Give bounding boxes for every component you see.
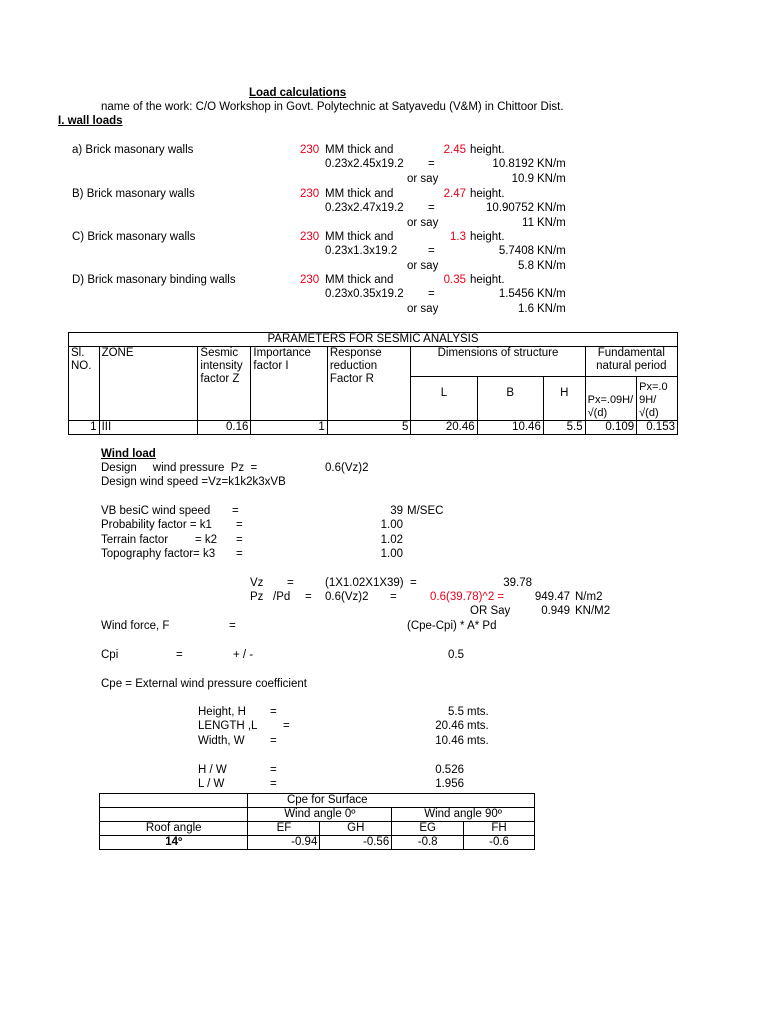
cell-ef: -0.94 <box>248 836 320 850</box>
wall-value: 5.7408 <box>498 245 534 257</box>
vz-value: 39.78 <box>503 577 532 589</box>
wall-label: D) Brick masonary binding walls <box>72 274 236 286</box>
seismic-title: PARAMETERS FOR SESMIC ANALYSIS <box>69 333 678 347</box>
wall-say-unit: KN/m <box>537 173 566 185</box>
header-px2: Px=.0 9H/ √(d) <box>637 377 678 421</box>
wall-orsay: or say <box>407 173 439 185</box>
k3-label: Topography factor= k3 <box>101 548 216 560</box>
orsay-value: 0.949 <box>541 605 570 617</box>
header-dimensions: Dimensions of structure <box>411 347 585 377</box>
wall-value: 1.5456 <box>498 288 534 300</box>
length-value: 20.46 <box>435 720 464 732</box>
wall-value: 10.8192 <box>492 158 534 170</box>
page-title: Load calculations <box>249 87 347 99</box>
hw-value: 0.526 <box>435 764 464 776</box>
cell-l: 20.46 <box>411 421 477 435</box>
lw-eq: = <box>270 778 277 790</box>
wall-height-text: height. <box>470 144 505 156</box>
wall-height: 2.45 <box>443 144 466 156</box>
wind-angle-0: Wind angle 0º <box>248 808 392 822</box>
header-sl-no: Sl. NO. <box>69 347 100 421</box>
wind-angle-90: Wind angle 90º <box>392 808 535 822</box>
header-fh: FH <box>464 822 535 836</box>
wall-say-value: 1.6 <box>518 303 534 315</box>
wall-height: 1.3 <box>450 231 466 243</box>
wall-eq: = <box>428 288 435 300</box>
header-b: B <box>477 377 543 421</box>
cell-gh: -0.56 <box>320 836 392 850</box>
orsay-unit: KN/M2 <box>575 605 611 617</box>
wall-value: 10.90752 <box>486 202 534 214</box>
force-formula: (Cpe-Cpi) * A* Pd <box>407 620 497 632</box>
header-fundamental: Fundamental natural period <box>585 347 677 377</box>
k2-eqk: = k2 <box>195 534 218 546</box>
wall-formula: 0.23x2.45x19.2 <box>325 158 404 170</box>
pz-formula: 0.6(Vz)2 <box>325 591 369 603</box>
wall-formula: 0.23x2.47x19.2 <box>325 202 404 214</box>
wall-thickness: 230 <box>300 231 320 243</box>
pz-eq2: = <box>390 591 397 603</box>
header-eg: EG <box>392 822 464 836</box>
height-label: Height, H <box>198 706 246 718</box>
lw-value: 1.956 <box>435 778 464 790</box>
height-value: 5.5 <box>448 706 464 718</box>
pz-eq: = <box>305 591 312 603</box>
cell-fh: -0.6 <box>464 836 535 850</box>
wall-thickness: 230 <box>300 274 320 286</box>
cpe-table <box>99 793 535 850</box>
wall-eq: = <box>428 202 435 214</box>
cpi-pm: + / - <box>233 649 254 661</box>
wall-say-value: 10.9 <box>511 173 534 185</box>
vz-formula: (1X1.02X1X39) = <box>325 577 417 589</box>
width-unit: mts. <box>467 735 489 747</box>
wall-unit: KN/m <box>537 202 566 214</box>
wall-say-unit: KN/m <box>537 303 566 315</box>
cell-roof-angle: 14º <box>100 836 248 850</box>
cell-r: 5 <box>327 421 411 435</box>
k2-eq: = <box>236 534 243 546</box>
cell-eg: -0.8 <box>392 836 464 850</box>
height-unit: mts. <box>467 706 489 718</box>
k2-value: 1.02 <box>380 534 403 546</box>
wall-height: 0.35 <box>443 274 466 286</box>
k2-label: Terrain factor <box>101 534 169 546</box>
wall-unit: KN/m <box>537 288 566 300</box>
width-value: 10.46 <box>435 735 464 747</box>
wall-formula: 0.23x1.3x19.2 <box>325 245 398 257</box>
vb-label: VB besiC wind speed <box>101 505 211 517</box>
cell-sl: 1 <box>69 421 100 435</box>
hw-label: H / W <box>198 764 227 776</box>
width-eq: = <box>270 735 277 747</box>
header-response: Response reduction Factor R <box>327 347 411 421</box>
pz-unit: N/m2 <box>575 591 603 603</box>
lw-label: L / W <box>198 778 225 790</box>
k3-eq: = <box>236 548 243 560</box>
wall-orsay: or say <box>407 303 439 315</box>
vz-label: Vz <box>250 577 264 589</box>
wall-say-value: 5.8 <box>518 260 534 272</box>
cell-z: 0.16 <box>198 421 251 435</box>
cell-px2: 0.153 <box>637 421 678 435</box>
cpi-label: Cpi <box>101 649 119 661</box>
cell-b: 10.46 <box>477 421 543 435</box>
wall-thick-text: MM thick and <box>325 144 394 156</box>
wall-height: 2.47 <box>443 188 466 200</box>
wall-thickness: 230 <box>300 188 320 200</box>
header-importance: Importance factor I <box>251 347 327 421</box>
force-eq: = <box>229 620 236 632</box>
vb-value: 39 <box>390 505 403 517</box>
wall-thick-text: MM thick and <box>325 231 394 243</box>
seismic-table <box>68 332 678 435</box>
cpe-table-title: Cpe for Surface <box>248 794 535 808</box>
length-label: LENGTH ,L <box>198 720 258 732</box>
wall-say-value: 11 <box>522 217 534 229</box>
cell-h: 5.5 <box>543 421 585 435</box>
header-zone: ZONE <box>99 347 198 421</box>
header-gh: GH <box>320 822 392 836</box>
k1-eq: = <box>236 519 243 531</box>
length-eq: = <box>283 720 290 732</box>
wall-unit: KN/m <box>537 245 566 257</box>
wall-say-unit: KN/m <box>537 260 566 272</box>
wall-say-unit: KN/m <box>537 217 566 229</box>
wall-eq: = <box>428 158 435 170</box>
header-factor-z: Sesmic intensity factor Z <box>198 347 251 421</box>
wall-label: C) Brick masonary walls <box>72 231 196 243</box>
cell-i: 1 <box>251 421 327 435</box>
wall-label: a) Brick masonary walls <box>72 144 194 156</box>
wall-height-text: height. <box>470 231 505 243</box>
pz-value: 949.47 <box>534 591 570 603</box>
wind-title: Wind load <box>101 448 156 460</box>
section-wall-loads: I. wall loads <box>58 115 123 127</box>
height-eq: = <box>270 706 277 718</box>
wall-height-text: height. <box>470 274 505 286</box>
cell-zone: III <box>99 421 198 435</box>
pz-label: Pz /Pd <box>250 591 291 603</box>
width-label: Width, W <box>198 735 245 747</box>
roof-angle-header: Roof angle <box>100 822 248 836</box>
cpe-definition: Cpe = External wind pressure coefficient <box>101 678 307 690</box>
wall-orsay: or say <box>407 217 439 229</box>
vz-eq: = <box>287 577 294 589</box>
wall-thickness: 230 <box>300 144 320 156</box>
orsay-label: OR Say <box>470 605 511 617</box>
hw-eq: = <box>270 764 277 776</box>
header-px1: Px=.09H/ √(d) <box>585 377 637 421</box>
design-speed: Design wind speed =Vz=k1k2k3xVB <box>101 476 286 488</box>
header-l: L <box>411 377 477 421</box>
vb-eq: = <box>232 505 239 517</box>
k1-value: 1.00 <box>380 519 403 531</box>
k3-value: 1.00 <box>380 548 403 560</box>
wall-label: B) Brick masonary walls <box>72 188 195 200</box>
wall-thick-text: MM thick and <box>325 274 394 286</box>
wall-eq: = <box>428 245 435 257</box>
pz-red-formula: 0.6(39.78)^2 = <box>430 591 505 603</box>
design-pressure-value: 0.6(Vz)2 <box>325 462 369 474</box>
k1-label: Probability factor = k1 <box>101 519 212 531</box>
work-name: name of the work: C/O Workshop in Govt. Polytechnic at Satyavedu (V&M) in Chittoor Dist. <box>101 101 564 113</box>
header-h: H <box>543 377 585 421</box>
length-unit: mts. <box>467 720 489 732</box>
vb-unit: M/SEC <box>407 505 444 517</box>
force-label: Wind force, F <box>101 620 170 632</box>
wall-height-text: height. <box>470 188 505 200</box>
cell-px1: 0.109 <box>585 421 637 435</box>
header-ef: EF <box>248 822 320 836</box>
design-pressure-label: Design wind pressure Pz = <box>101 462 258 474</box>
cpi-value: 0.5 <box>448 649 464 661</box>
wall-formula: 0.23x0.35x19.2 <box>325 288 404 300</box>
wall-unit: KN/m <box>537 158 566 170</box>
cpi-eq: = <box>176 649 183 661</box>
wall-thick-text: MM thick and <box>325 188 394 200</box>
wall-orsay: or say <box>407 260 439 272</box>
